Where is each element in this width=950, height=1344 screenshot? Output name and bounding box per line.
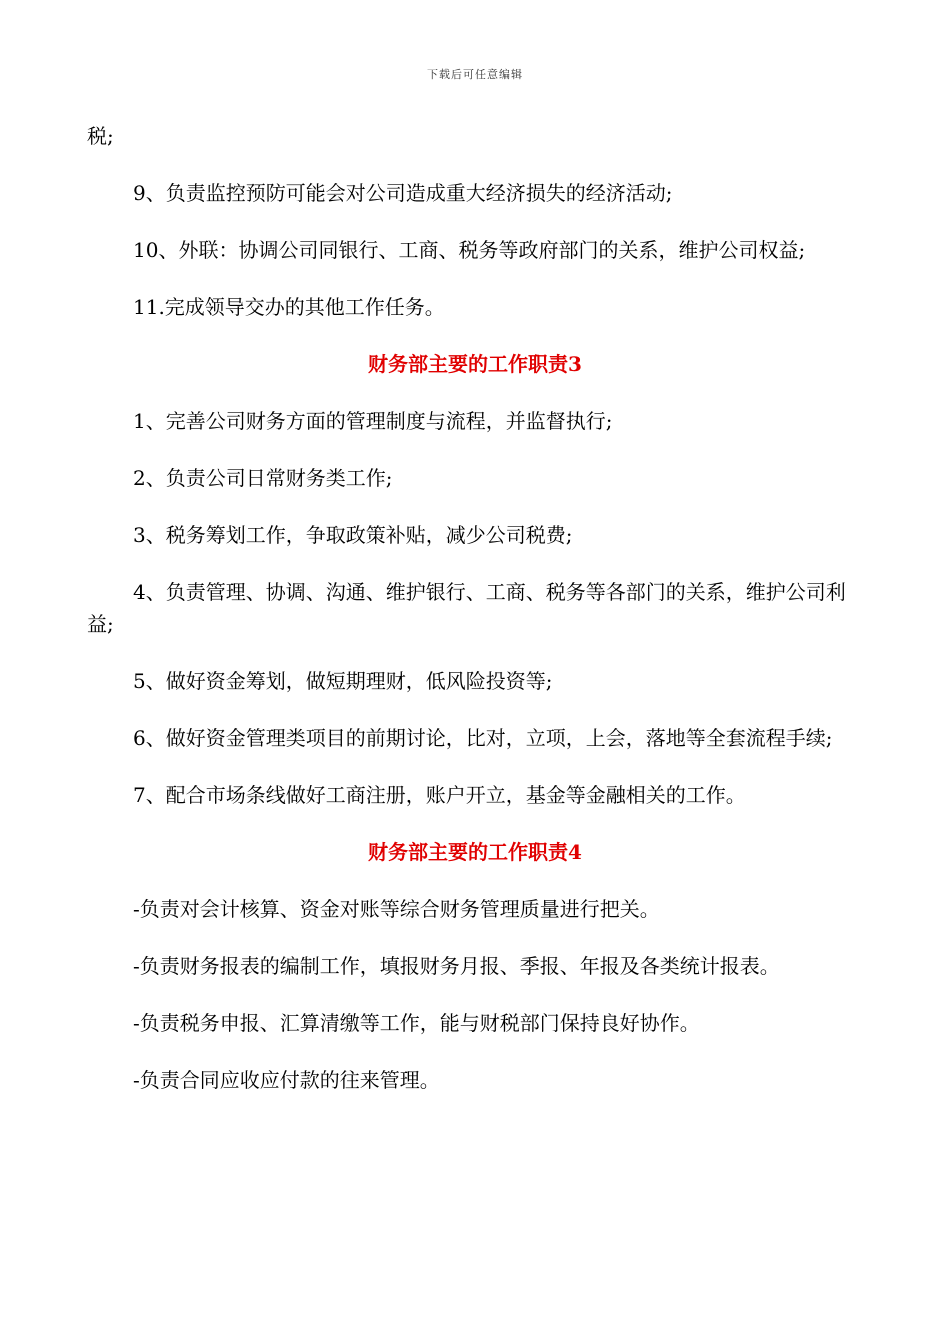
paragraph-item-9: 9、负责监控预防可能会对公司造成重大经济损失的经济活动; [133,181,673,205]
paragraph-continuation: 税; [87,124,114,148]
section-3-item-1: 1、完善公司财务方面的管理制度与流程，并监督执行; [133,409,613,433]
section-3-item-5: 5、做好资金筹划，做短期理财，低风险投资等; [133,669,553,693]
section-3-item-7: 7、配合市场条线做好工商注册，账户开立，基金等金融相关的工作。 [133,783,746,807]
section-3-item-3: 3、税务筹划工作，争取政策补贴，减少公司税费; [133,523,573,547]
section-3-item-6: 6、做好资金管理类项目的前期讨论，比对，立项，上会，落地等全套流程手续; [133,726,833,750]
page-header: 下载后可任意编辑 [427,68,523,81]
section-4-item-3: -负责税务申报、汇算清缴等工作，能与财税部门保持良好协作。 [133,1011,700,1035]
section-3-item-4: 4、负责管理、协调、沟通、维护银行、工商、税务等各部门的关系，维护公司利益; [87,580,846,636]
document-body [87,120,863,1121]
paragraph-item-10: 10、外联：协调公司同银行、工商、税务等政府部门的关系，维护公司权益; [133,238,806,262]
section-3-title: 财务部主要的工作职责3 [368,352,582,376]
section-4-title: 财务部主要的工作职责4 [368,840,582,864]
section-4-item-4: -负责合同应收应付款的往来管理。 [133,1068,440,1092]
section-4-item-1: -负责对会计核算、资金对账等综合财务管理质量进行把关。 [133,897,660,921]
section-4-item-2: -负责财务报表的编制工作，填报财务月报、季报、年报及各类统计报表。 [133,954,780,978]
paragraph-item-11: 11.完成领导交办的其他工作任务。 [133,295,445,319]
section-3-item-2: 2、负责公司日常财务类工作; [133,466,393,490]
